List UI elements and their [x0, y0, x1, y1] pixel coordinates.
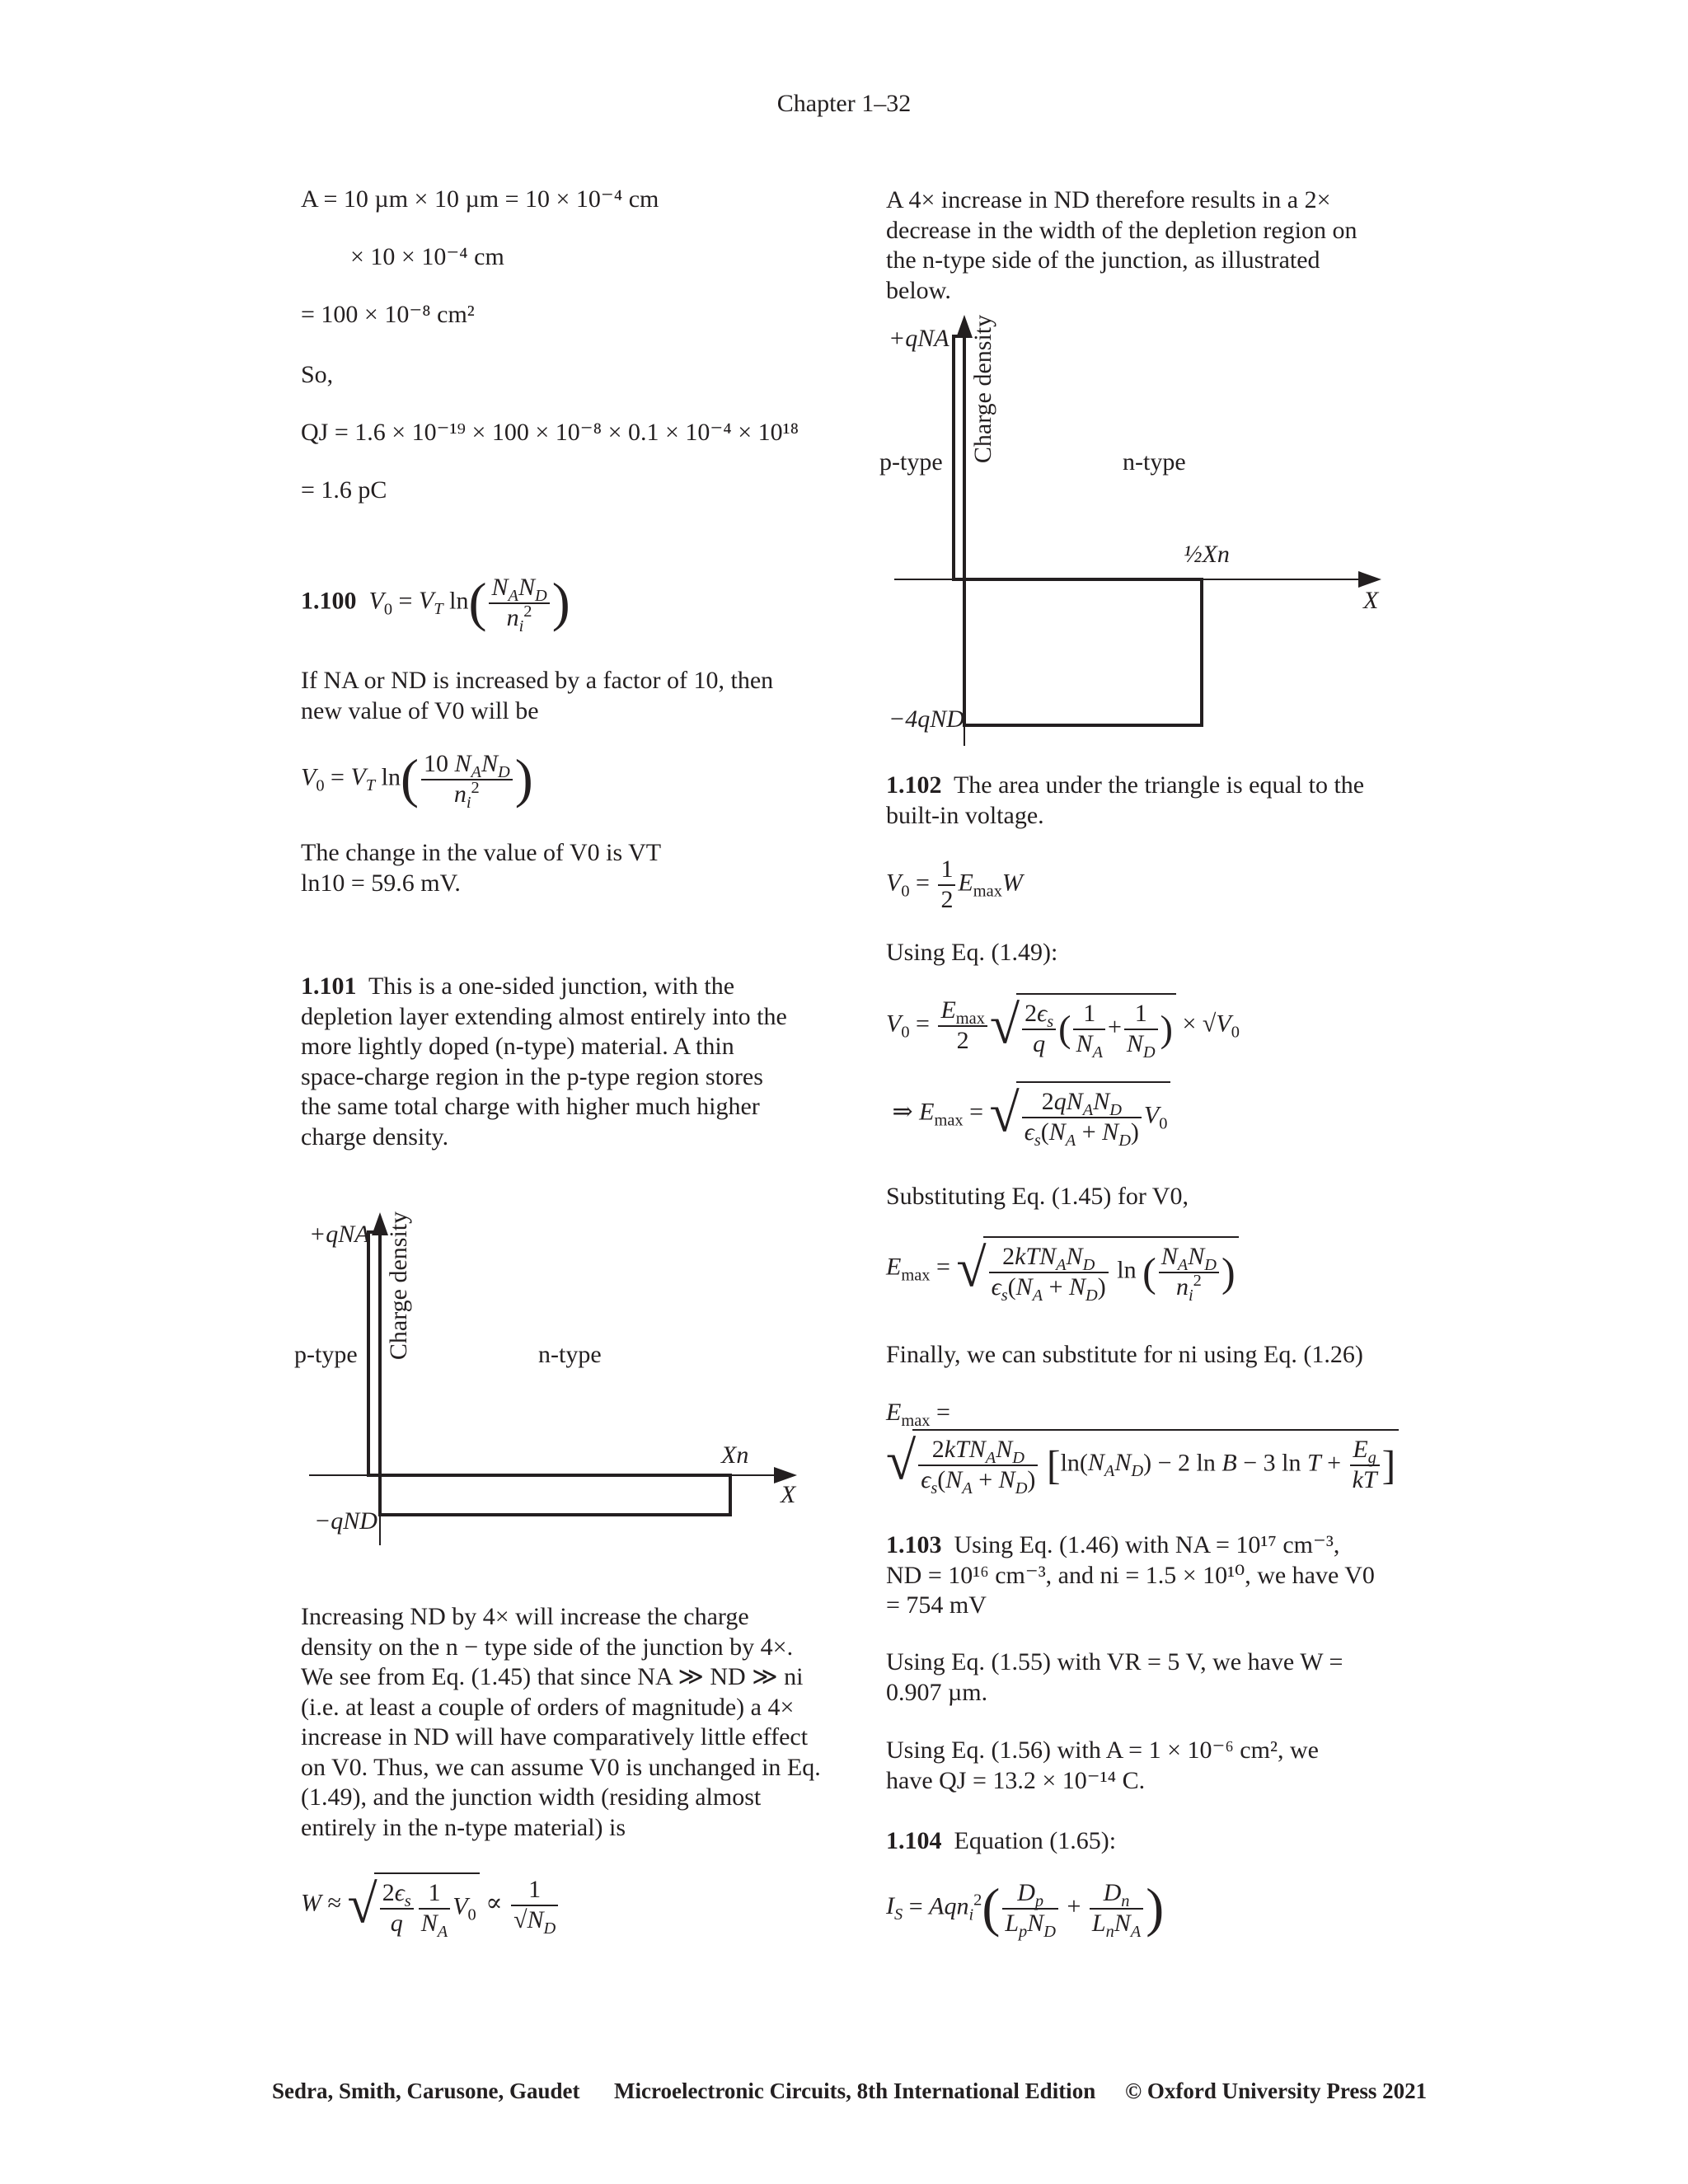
n-type-label: n-type [1123, 448, 1186, 476]
footer-book-title: Microelectronic Circuits, 8th International Edition [614, 2079, 1096, 2103]
built-in-voltage-equation: $V_0$ = $\frac{1}{2}$ $E_{max}W$ [886, 855, 1023, 913]
width-proportionality-equation: W ≈ √ $\frac{2\epsilon_s}{q}$ $\frac{1}{N_A}$ $V_0$ ∝ $\frac{1}{√N_D}$ [301, 1872, 560, 1938]
y-axis-label: Charge density [969, 314, 996, 464]
so-text: So, [301, 361, 334, 388]
problem-1-100-text: If NA or ND is increased by a factor of 10, then new value of V0 will be [301, 667, 774, 724]
n-side-charge-block [380, 1475, 730, 1515]
p-side-charge-block [368, 1232, 380, 1475]
area-equation-line-3: = 100 × 10⁻⁸ cm² [301, 301, 475, 328]
x-axis-label: X [781, 1481, 796, 1508]
minus-qnd-label: −qND [314, 1507, 377, 1535]
p-type-label: p-type [879, 448, 943, 476]
area-equation-line-1: A = 10 µm × 10 µm = 10 × 10⁻⁴ cm [301, 185, 659, 213]
footer-authors: Sedra, Smith, Carusone, Gaudet [272, 2079, 580, 2103]
problem-number: 1.102 [886, 771, 942, 799]
right-intro-text: A 4× increase in ND therefore results in a 2× decrease in the width of the depletion region on the n-type side of the junction, as illustrated below. [886, 186, 1357, 304]
problem-number: 1.100 [301, 587, 357, 615]
page-header: Chapter 1–32 [776, 90, 912, 117]
plus-qna-label: +qNA [309, 1221, 370, 1248]
problem-1-100-change: The change in the value of V0 is VT ln10 = 59.6 mV. [301, 839, 661, 897]
half-xn-label: ½Xn [1184, 541, 1230, 568]
charge-density-diagram-right [874, 313, 1401, 758]
junction-charge-result: = 1.6 pC [301, 476, 387, 504]
p-type-label: p-type [294, 1341, 358, 1368]
problem-1-104-body: Equation (1.65): [954, 1827, 1117, 1854]
problem-1-103-text-2: Using Eq. (1.55) with VR = 5 V, we have W = 0.907 µm. [886, 1648, 1343, 1706]
junction-charge-equation: QJ = 1.6 × 10⁻¹⁹ × 100 × 10⁻⁸ × 0.1 × 10⁻⁴ × 10¹⁸ [301, 419, 799, 446]
problem-1-102-text [886, 771, 1381, 831]
footer-copyright: © Oxford University Press 2021 [1125, 2079, 1428, 2103]
problem-1-100-equation-2: $V_0 = V_T$ ln( $\frac{10 N_AN_D}{n_i^2}$ ) [301, 748, 533, 812]
charge-density-diagram-left [284, 1207, 828, 1554]
problem-1-101-text-2: Increasing ND by 4× will increase the charge density on the n − type side of the junction by 4×. We see from Eq. (1.45) that since NA ≫ ND ≫ ni (i.e. at least a couple of orders of magnitude) a 4× increase in ND will have comparatively little effect on V0. Thus, we can assume V0 is unchanged in Eq. (1.49), and the junction width (residing almost entirely in the n-type material) is [301, 1603, 821, 1841]
xn-label: Xn [721, 1441, 749, 1469]
saturation-current-equation: $I_S = Aqn_i^2$( $\frac{D_p}{L_pN_D}$ + $\frac{D_n}{L_nN_A}$ ) [886, 1877, 1165, 1941]
problem-1-101-body: This is a one-sided junction, with the depletion layer extending almost entirely into the more lightly doped (n-type) material. A thin space-charge region in the p-type region stores the same total charge with higher much higher charge density. [301, 972, 787, 1151]
n-side-charge-block [964, 579, 1202, 725]
problem-number: 1.104 [886, 1827, 942, 1854]
emax-ln-equation: $E_{max}$ = √ $\frac{2kTN_AN_D}{\epsilon_s(N_A + N_D)}$ ln ( $\frac{N_AN_D}{n_i^2}$ ) [886, 1236, 1239, 1301]
problem-1-102-body: The area under the triangle is equal to the built-in voltage. [886, 771, 1365, 829]
n-type-label: n-type [538, 1341, 602, 1368]
x-axis-label: X [1363, 587, 1379, 614]
v0-emax-equation: $V_0$ = $\frac{E_{max}}{2}$ √ $\frac{2\epsilon_s}{q}$ ( $\frac{1}{N_A}$ + $\frac{1}{N_D}$ ) × $√V_0$ [886, 993, 1240, 1058]
problem-1-104-heading [886, 1825, 1116, 1856]
problem-1-103-text [886, 1530, 1381, 1621]
problem-1-103-body: Using Eq. (1.46) with NA = 10¹⁷ cm⁻³, ND = 10¹⁶ cm⁻³, and ni = 1.5 × 10¹⁰, we have V0 = 754 mV [886, 1531, 1375, 1619]
using-eq-1-49: Using Eq. (1.49): [886, 939, 1058, 966]
problem-1-101-text [301, 972, 795, 1152]
problem-number: 1.103 [886, 1531, 942, 1558]
problem-number: 1.101 [301, 972, 357, 1000]
substituting-eq-1-45: Substituting Eq. (1.45) for V0, [886, 1183, 1189, 1210]
plus-qna-label: +qNA [889, 325, 950, 352]
p-side-charge-block [954, 336, 964, 579]
minus-4qnd-label: −4qND [889, 705, 964, 733]
emax-final-rhs: √ $\frac{2kTN_AN_D}{\epsilon_s(N_A + N_D)}$ [$\ln(N_AN_D) - 2$ ln B − 3 ln T + $\frac{E_g}{kT}$ ] [886, 1429, 1399, 1494]
emax-equation: ⇒ $E_{max}$ = √ $\frac{2qN_AN_D}{\epsilon_s(N_A + N_D)}$ $V_0$ [886, 1081, 1170, 1146]
finally-text: Finally, we can substitute for ni using Eq. (1.26) [886, 1341, 1363, 1368]
emax-final-lhs: $E_{max}$ = [886, 1399, 950, 1430]
area-equation-line-2: × 10 × 10⁻⁴ cm [350, 243, 504, 270]
y-axis-label: Charge density [385, 1211, 412, 1361]
problem-1-100-equation: 1.100 $V_0 = V_T$ ln( $\frac{N_AN_D}{n_i^2}$ ) [301, 572, 570, 635]
problem-1-103-text-3: Using Eq. (1.56) with A = 1 × 10⁻⁶ cm², we have QJ = 13.2 × 10⁻¹⁴ C. [886, 1736, 1319, 1794]
